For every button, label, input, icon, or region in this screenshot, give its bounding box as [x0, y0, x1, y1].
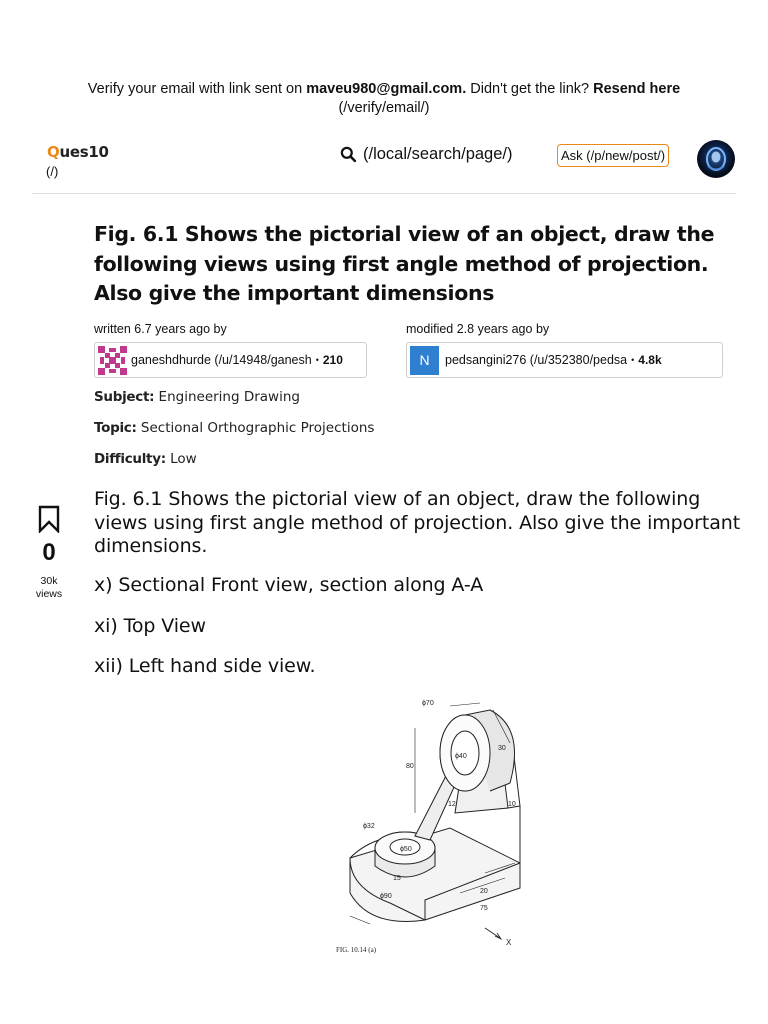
engineering-drawing — [330, 688, 530, 960]
avatar-graphic — [697, 140, 735, 178]
separator-dot: • — [315, 355, 319, 365]
difficulty-line — [94, 451, 197, 467]
dim-label: X — [506, 938, 512, 947]
search-link[interactable] — [340, 145, 513, 164]
vote-count: 0 — [42, 539, 56, 566]
topic-line — [94, 420, 374, 436]
topic-value[interactable]: Sectional Orthographic Projections — [140, 420, 375, 436]
search-icon — [340, 146, 357, 163]
author-card[interactable] — [94, 342, 367, 378]
subject-line — [94, 389, 300, 405]
topic-key: Topic: — [94, 420, 137, 436]
view-count: 30k views — [35, 575, 63, 600]
user-avatar[interactable] — [697, 140, 735, 178]
ask-button[interactable]: Ask (/p/new/post/) — [557, 144, 669, 167]
list-item: xi) Top View — [94, 615, 206, 637]
figure-caption: FIG. 10.14 (a) — [336, 946, 377, 954]
dim-label: 10 — [508, 801, 516, 808]
dim-label: ϕ90 — [380, 893, 392, 900]
written-label: written 6.7 years ago by — [94, 322, 227, 336]
header-divider — [32, 193, 736, 194]
dim-label: ϕ70 — [422, 700, 434, 707]
verify-email-banner — [0, 80, 768, 118]
bookmark-icon[interactable] — [38, 505, 60, 533]
pictorial-figure — [330, 688, 530, 960]
author-reputation: 210 — [322, 353, 343, 367]
home-link[interactable]: (/) — [46, 164, 59, 179]
vote-panel — [28, 505, 70, 601]
difficulty-key: Difficulty: — [94, 451, 166, 467]
dim-label: 80 — [406, 763, 414, 770]
search-label: (/local/search/page/) — [363, 145, 513, 163]
modifier-reputation: 4.8k — [638, 353, 662, 367]
verify-email: maveu980@gmail.com. — [306, 81, 467, 97]
subject-key: Subject: — [94, 389, 155, 405]
list-item: x) Sectional Front view, section along A-A — [94, 574, 484, 596]
identicon — [98, 346, 127, 375]
modifier-card[interactable] — [406, 342, 723, 378]
dim-label: 12 — [448, 801, 456, 808]
author-name[interactable]: ganeshdhurde (/u/14948/ganesh — [131, 353, 312, 367]
dim-label: 20 — [480, 888, 488, 895]
modified-label: modified 2.8 years ago by — [406, 322, 550, 336]
dim-label: ϕ50 — [400, 846, 412, 853]
site-logo[interactable]: Ques10 — [47, 143, 109, 161]
resend-link[interactable]: Resend here — [593, 81, 681, 97]
difficulty-value: Low — [170, 451, 197, 467]
question-body-paragraph: Fig. 6.1 Shows the pictorial view of an object, draw the following views using first angle method of projection. Also give the important dimensions. — [94, 488, 741, 557]
modifier-avatar: N — [410, 346, 439, 375]
dim-label: ϕ40 — [455, 753, 467, 760]
dim-label: 15 — [393, 875, 401, 882]
verify-text: Verify your email with link sent on — [87, 81, 307, 97]
resend-link-path[interactable]: (/verify/email/) — [338, 100, 430, 116]
subject-value[interactable]: Engineering Drawing — [158, 389, 300, 405]
dim-label: 30 — [498, 745, 506, 752]
question-title: Fig. 6.1 Shows the pictorial view of an object, draw the following views using first angle method of projection. Also give the important dimensions — [94, 222, 715, 305]
dim-label: ϕ32 — [363, 823, 375, 830]
verify-middle-text: Didn't get the link? — [466, 81, 594, 97]
separator-dot: • — [631, 355, 635, 365]
dim-label: 75 — [480, 905, 488, 912]
list-item: xii) Left hand side view. — [94, 655, 316, 677]
top-navbar — [0, 138, 768, 178]
modifier-name[interactable]: pedsangini276 (/u/352380/pedsa — [445, 353, 628, 367]
